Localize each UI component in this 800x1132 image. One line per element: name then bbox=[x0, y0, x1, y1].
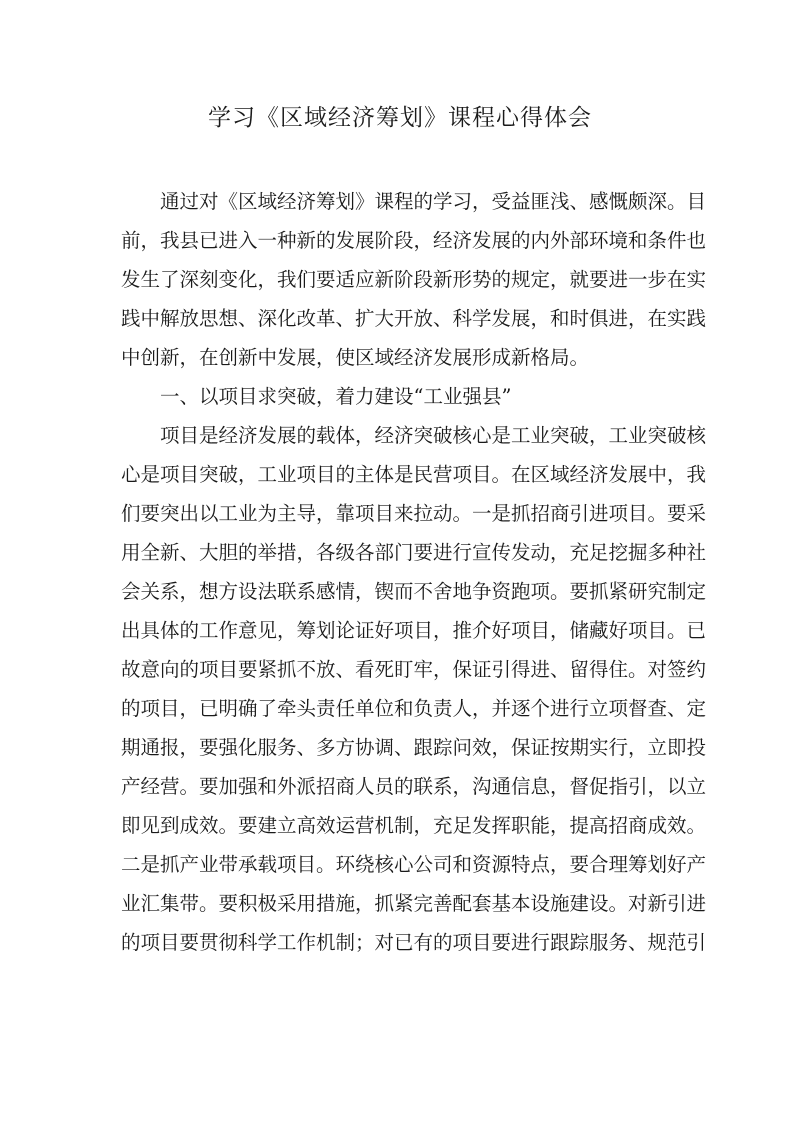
paragraph-line: 践中解放思想、深化改革、扩大开放、科学发展，和时俱进，在实践 bbox=[121, 307, 707, 330]
paragraph-line: 中创新，在创新中发展，使区域经济发展形成新格局。 bbox=[121, 346, 590, 369]
paragraph-line: 业汇集带。要积极采用措施，抓紧完善配套基本设施建设。对新引进 bbox=[121, 892, 707, 915]
paragraph-line: 项目是经济发展的载体，经济突破核心是工业突破，工业突破核 bbox=[160, 424, 707, 447]
paragraph-line: 心是项目突破，工业项目的主体是民营项目。在区域经济发展中，我 bbox=[121, 463, 707, 486]
paragraph-line: 会关系，想方设法联系感情，锲而不舍地争资跑项。要抓紧研究制定 bbox=[121, 580, 707, 603]
paragraph-line: 通过对《区域经济筹划》课程的学习，受益匪浅、感慨颇深。目 bbox=[160, 190, 707, 213]
paragraph-line: 的项目，已明确了牵头责任单位和负责人，并逐个进行立项督查、定 bbox=[121, 697, 707, 720]
paragraph-line: 用全新、大胆的举措，各级各部门要进行宣传发动，充足挖掘多种社 bbox=[121, 541, 707, 564]
paragraph-line: 期通报，要强化服务、多方协调、跟踪问效，保证按期实行，立即投 bbox=[121, 736, 707, 759]
paragraph-line: 的项目要贯彻科学工作机制；对已有的项目要进行跟踪服务、规范引 bbox=[121, 931, 707, 954]
paragraph-line: 故意向的项目要紧抓不放、看死盯牢，保证引得进、留得住。对签约 bbox=[121, 658, 707, 681]
section-heading: 一、以项目求突破，着力建设“工业强县” bbox=[160, 385, 512, 408]
paragraph-line: 出具体的工作意见，筹划论证好项目，推介好项目，储藏好项目。已 bbox=[121, 619, 707, 642]
paragraph-line: 前，我县已进入一种新的发展阶段，经济发展的内外部环境和条件也 bbox=[121, 229, 707, 252]
document-title: 学习《区域经济筹划》课程心得体会 bbox=[208, 105, 592, 131]
paragraph-line: 二是抓产业带承载项目。环绕核心公司和资源特点，要合理筹划好产 bbox=[121, 853, 707, 876]
paragraph-line: 们要突出以工业为主导，靠项目来拉动。一是抓招商引进项目。要采 bbox=[121, 502, 707, 525]
paragraph-line: 发生了深刻变化，我们要适应新阶段新形势的规定，就要进一步在实 bbox=[121, 268, 707, 291]
paragraph-line: 即见到成效。要建立高效运营机制，充足发挥职能，提高招商成效。 bbox=[121, 814, 707, 837]
paragraph-line: 产经营。要加强和外派招商人员的联系，沟通信息，督促指引，以立 bbox=[121, 775, 707, 798]
